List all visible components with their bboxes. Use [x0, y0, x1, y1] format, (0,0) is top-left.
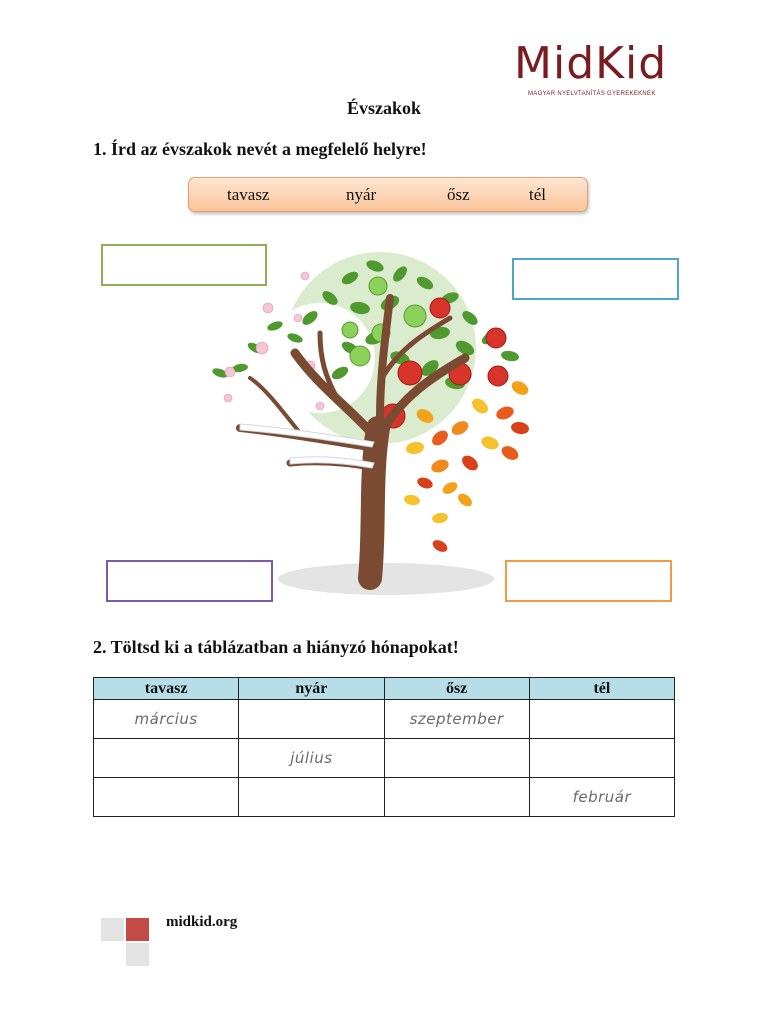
footer-site-link[interactable]: midkid.org [166, 914, 238, 930]
footer-square-gray [101, 918, 124, 941]
footer-square-gray [126, 943, 149, 966]
month-cell[interactable] [384, 739, 529, 778]
column-header: nyár [239, 678, 384, 700]
four-seasons-tree-illustration [200, 238, 560, 608]
word-bank-item: ősz [447, 185, 470, 204]
word-bank-item: nyár [346, 185, 377, 204]
task1-prompt: 1. Írd az évszakok nevét a megfelelő helyre! [93, 139, 427, 159]
month-cell[interactable]: szeptember [384, 700, 529, 739]
logo-wordmark: MidKid [514, 38, 668, 89]
month-cell[interactable]: július [239, 739, 384, 778]
word-bank-item: tavasz [227, 185, 270, 204]
month-cell[interactable] [529, 739, 674, 778]
month-cell[interactable] [239, 700, 384, 739]
midkid-logo [512, 36, 672, 102]
table-row [94, 739, 675, 778]
word-bank-item: tél [529, 185, 546, 204]
page-title: Évszakok [346, 98, 422, 118]
month-cell[interactable] [239, 778, 384, 817]
task2-prompt: 2. Töltsd ki a táblázatban a hiányzó hónapokat! [93, 637, 459, 657]
table-header-row [94, 678, 675, 700]
logo-tagline: MAGYAR NYELVTANÍTÁS GYEREKEKNEK [528, 91, 656, 97]
month-cell[interactable] [94, 778, 239, 817]
table-row [94, 700, 675, 739]
month-cell[interactable]: március [94, 700, 239, 739]
column-header: ősz [384, 678, 529, 700]
answer-box-autumn[interactable] [505, 560, 672, 602]
answer-box-winter[interactable] [106, 560, 273, 602]
month-cell[interactable] [94, 739, 239, 778]
month-cell[interactable]: február [529, 778, 674, 817]
column-header: tavasz [94, 678, 239, 700]
word-bank [188, 177, 588, 212]
footer-square-red [126, 918, 149, 941]
table-row [94, 778, 675, 817]
month-cell[interactable] [529, 700, 674, 739]
months-table [93, 677, 675, 817]
column-header: tél [529, 678, 674, 700]
month-cell[interactable] [384, 778, 529, 817]
